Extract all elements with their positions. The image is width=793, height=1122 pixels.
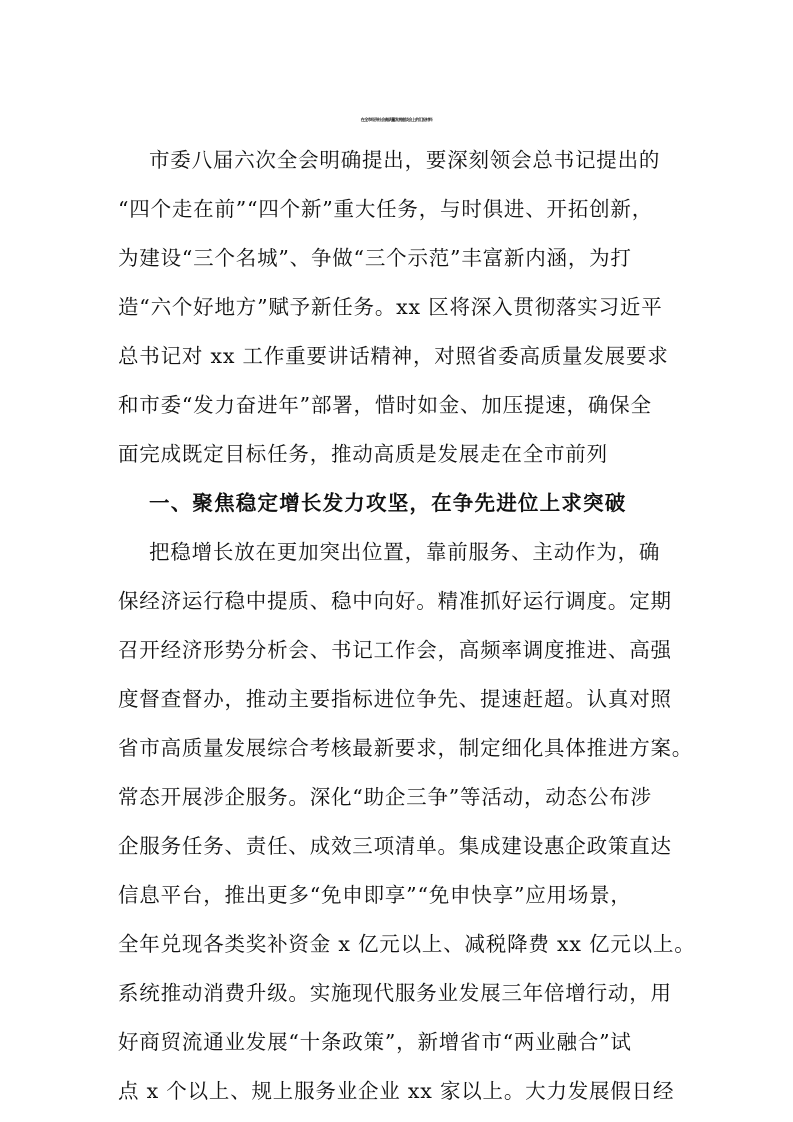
intro-line-3: 为建设“三个名城”、争做“三个示范”丰富新内涵，为打 [118, 246, 632, 270]
section-line-2: 保经济运行稳中提质、稳中向好。精准抓好运行调度。定期 [118, 589, 672, 613]
intro-line-2: “四个走在前”“四个新”重大任务，与时俱进、开拓创新， [118, 197, 654, 221]
intro-line-1: 市委八届六次全会明确提出，要深刻领会总书记提出的 [149, 148, 661, 172]
document-title: 在全市经济社会高质量发展座谈会上的汇报材料 [360, 117, 433, 122]
intro-line-5: 总书记对 xx 工作重要讲话精神，对照省委高质量发展要求 [118, 344, 669, 368]
section-line-1: 把稳增长放在更加突出位置，靠前服务、主动作为，确 [149, 540, 661, 564]
section-heading: 一、聚焦稳定增长发力攻坚，在争先进位上求突破 [149, 491, 627, 515]
section-line-11: 好商贸流通业发展“十条政策”，新增省市“两业融合”试 [118, 1030, 632, 1054]
section-line-8: 信息平台，推出更多“免申即享”“免申快享”应用场景， [118, 883, 632, 907]
section-line-9: 全年兑现各类奖补资金 x 亿元以上、减税降费 xx 亿元以上。 [118, 932, 696, 956]
section-line-12: 点 x 个以上、规上服务业企业 xx 家以上。大力发展假日经 [118, 1079, 675, 1103]
intro-line-4: 造“六个好地方”赋予新任务。xx 区将深入贯彻落实习近平 [118, 295, 663, 319]
intro-line-6: 和市委“发力奋进年”部署，惜时如金、加压提速，确保全 [118, 393, 652, 417]
section-line-6: 常态开展涉企服务。深化“助企三争”等活动，动态公布涉 [118, 785, 652, 809]
section-line-5: 省市高质量发展综合考核最新要求，制定细化具体推进方案。 [118, 736, 694, 760]
section-line-3: 召开经济形势分析会、书记工作会，高频率调度推进、高强 [118, 638, 672, 662]
section-line-4: 度督查督办，推动主要指标进位争先、提速赶超。认真对照 [118, 687, 672, 711]
intro-line-7: 面完成既定目标任务，推动高质是发展走在全市前列 [118, 442, 608, 466]
section-line-7: 企服务任务、责任、成效三项清单。集成建设惠企政策直达 [118, 834, 672, 858]
section-line-10: 系统推动消费升级。实施现代服务业发展三年倍增行动，用 [118, 981, 672, 1005]
